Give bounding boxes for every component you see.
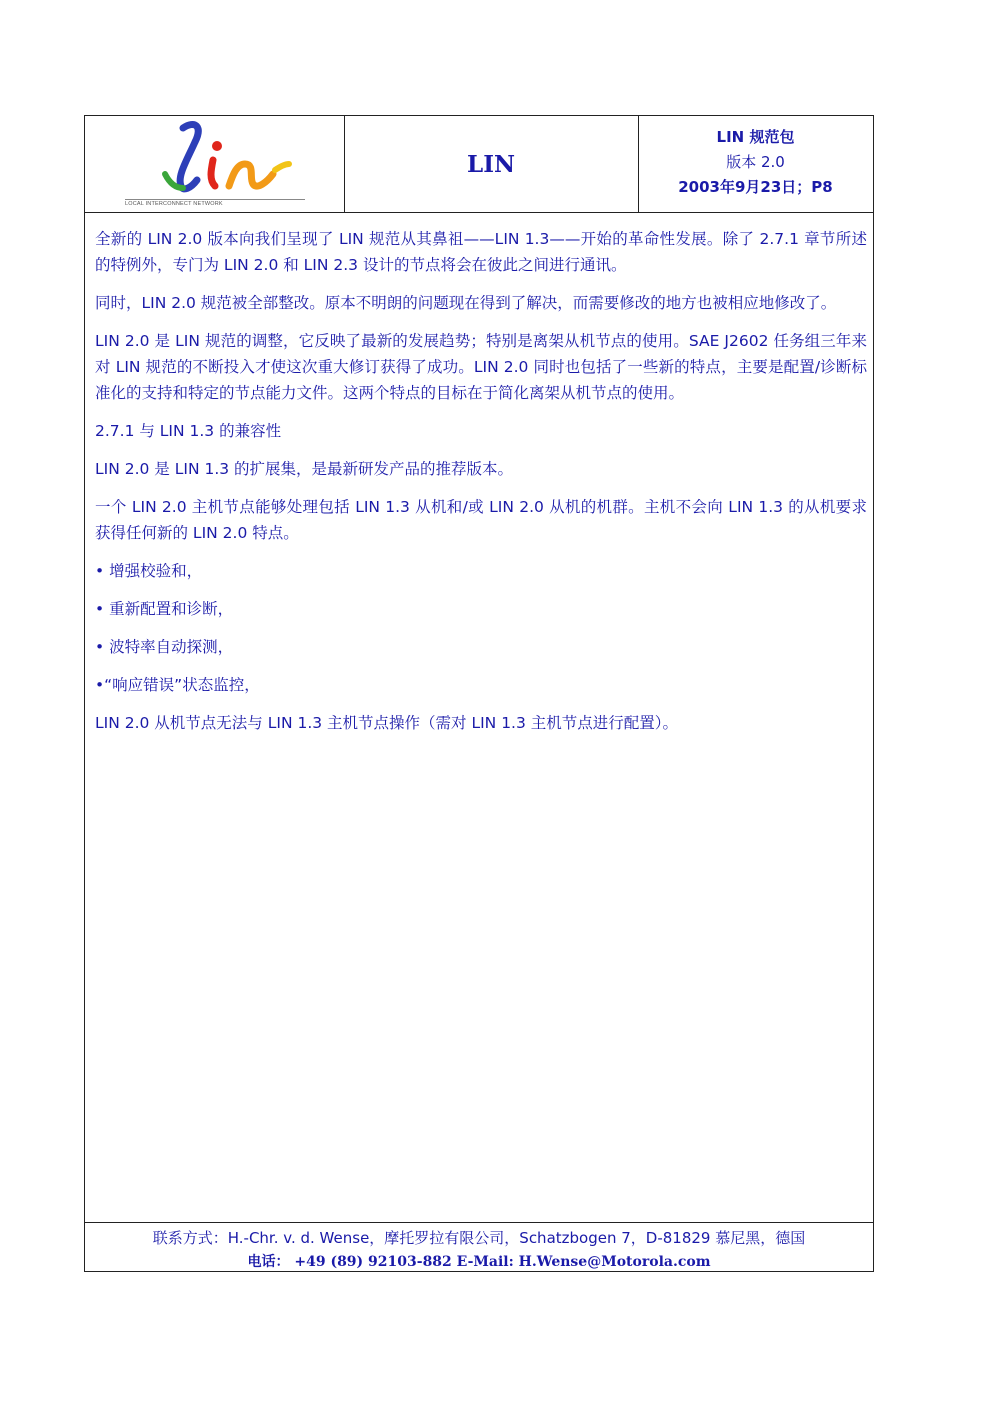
section-heading: 2.7.1 与 LIN 1.3 的兼容性 [95,422,282,440]
header-table [85,116,873,213]
bullet-item: • 波特率自动探测， [95,638,234,656]
paragraph-superset: LIN 2.0 是 LIN 1.3 的扩展集，是最新研发产品的推荐版本。 [95,460,514,478]
paragraph-intro: 全新的 LIN 2.0 版本向我们呈现了 LIN 规范从其鼻祖——LIN 1.3——开始的革命性发展。除了 2.7.1 章节所述的特例外，专门为 LIN 2.0 和 LIN 2.3 设计的节点将会在彼此之间进行通讯。 [95,230,867,274]
bullet-item: •“响应错误”状态监控， [95,676,260,694]
spec-package-label: LIN 规范包 [716,128,795,146]
paragraph-slave-node: LIN 2.0 从机节点无法与 LIN 1.3 主机节点操作（需对 LIN 1.3 主机节点进行配置）。 [95,714,679,732]
paragraph-trends: LIN 2.0 是 LIN 规范的调整，它反映了最新的发展趋势；特别是离架从机节点的使用。SAE J2602 任务组三年来对 LIN 规范的不断投入才使这次重大修订获得了成功。LIN 2.0 同时也包括了一些新的特点，主要是配置/诊断标准化的支持和特定的节点能力文件。这两个特点的目标在于简化离架从机节点的使用。 [95,332,867,402]
paragraph-revision: 同时，LIN 2.0 规范被全部整改。原本不明朗的问题现在得到了解决，而需要修改的地方也被相应地修改了。 [95,294,837,312]
footer-phone-email: 电话： +49 (89) 92103-882 E-Mail: H.Wense@Motorola.com [247,1254,711,1270]
bullet-item: • 增强校验和， [95,562,203,580]
logo-tagline: LOCAL INTERCONNECT NETWORK [125,199,305,207]
footer-contact-line: 联系方式：H.-Chr. v. d. Wense，摩托罗拉有限公司，Schatzbogen 7，D-81829 慕尼黑，德国 [152,1229,806,1247]
date-page-label: 2003年9月23日；P8 [678,178,833,196]
footer-contact [85,1222,873,1272]
version-label: 版本 2.0 [726,153,785,171]
bullet-item: • 重新配置和诊断， [95,600,234,618]
logo-cell [85,116,345,212]
body-content [95,226,867,748]
paragraph-master-node: 一个 LIN 2.0 主机节点能够处理包括 LIN 1.3 从机和/或 LIN 2.0 从机的机群。主机不会向 LIN 1.3 的从机要求获得任何新的 LIN 2.0 特点。 [95,498,867,542]
lin-logo [125,120,305,200]
document-frame [84,115,874,1272]
title-cell [344,116,639,212]
info-cell [638,116,873,212]
document-title: LIN [467,150,515,178]
